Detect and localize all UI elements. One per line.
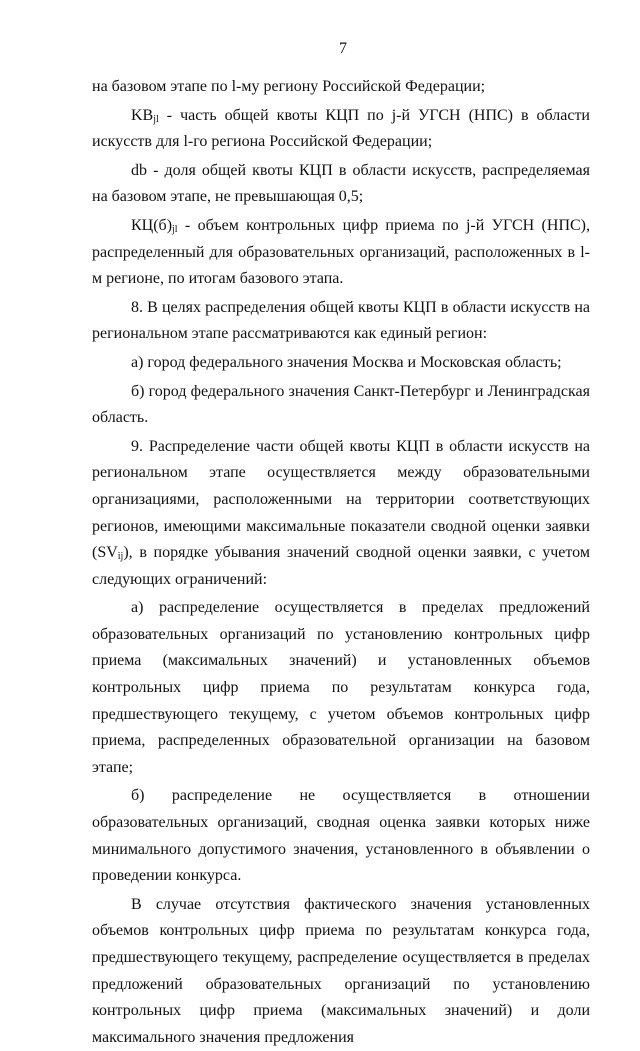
item-9-text-start: 9. Распределение части общей квоты КЦП в области искусств на региональном этапе осуществляется между образовательными организациями, расположенными на территории соответствующих регионов, имеющими максимальные показатели сводной оценки заявки (SV bbox=[92, 437, 590, 562]
item-9-text-end: ), в порядке убывания значений сводной оценки заявки, с учетом следующих ограничений: bbox=[92, 544, 590, 588]
paragraph-item-9a: а) распределение осуществляется в пределах предложений образовательных организаций по установлению контрольных цифр приема (максимальных значений) и установленных объемов контрольных цифр приема по результатам конкурса года, предшествующего текущему, с учетом объемов контрольных цифр приема, распределенных образовательной организации на базовом этапе; bbox=[92, 599, 590, 776]
paragraph-continuation: на базовом этапе по l-му региону Российской Федерации; bbox=[92, 78, 486, 95]
paragraph-item-9 bbox=[92, 434, 590, 594]
term-kcp-b: КЦ(б) bbox=[131, 216, 173, 234]
page-number: 7 bbox=[339, 40, 347, 57]
subscript-jl: jl bbox=[172, 223, 178, 235]
document-body bbox=[92, 74, 590, 1051]
term-kb: KB bbox=[131, 106, 154, 124]
paragraph-absence-case: В случае отсутствия фактического значения установленных объемов контрольных цифр приема по результатам конкурса года, предшествующего текущему, распределение осуществляется в пределах предложений образовательных организаций по установлению контрольных цифр приема (максимальных значений) и доли максимального значения предложения bbox=[92, 895, 590, 1046]
paragraph-item-8: 8. В целях распределения общей квоты КЦП в области искусств на региональном этапе рассматриваются как единый регион: bbox=[92, 298, 590, 343]
paragraph-kcp-b-definition bbox=[92, 213, 590, 293]
subscript-jl: jl bbox=[153, 113, 159, 125]
paragraph-item-8a: а) город федерального значения Москва и Московская область; bbox=[131, 353, 562, 371]
kb-definition-text: - часть общей квоты КЦП по j-й УГСН (НПС) в области искусств для l-го региона Российской Федерации; bbox=[92, 106, 590, 151]
subscript-ij: ij bbox=[117, 551, 124, 563]
paragraph-item-9b: б) распределение не осуществляется в отношении образовательных организаций, сводная оценка заявки которых ниже минимального допустимого значения, установленного в объявлении о проведении конкурса. bbox=[92, 787, 590, 885]
paragraph-db-definition: db - доля общей квоты КЦП в области искусств, распределяемая на базовом этапе, не превышающая 0,5; bbox=[92, 161, 590, 206]
paragraph-kb-definition bbox=[92, 103, 590, 156]
kcp-b-definition-text: - объем контрольных цифр приема по j-й УГСН (НПС), распределенный для образовательных организаций, расположенных в l-м регионе, по итогам базового этапа. bbox=[92, 216, 590, 288]
paragraph-item-8b: б) город федерального значения Санкт-Петербург и Ленинградская область. bbox=[92, 382, 590, 427]
